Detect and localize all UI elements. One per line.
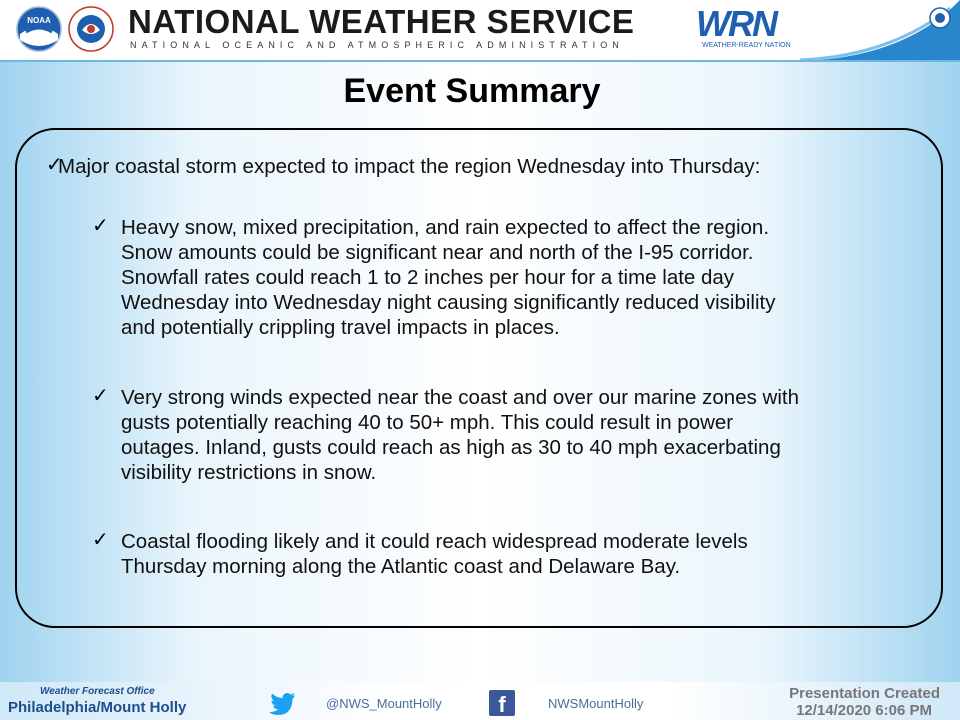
twitter-handle-link[interactable]: @NWS_MountHolly	[326, 696, 442, 711]
sub-bullet-flooding	[121, 529, 921, 579]
facebook-handle-link[interactable]: NWSMountHolly	[548, 696, 644, 711]
main-bullet-text: Major coastal storm expected to impact the region Wednesday into Thursday:	[58, 155, 761, 178]
bullet-line: visibility restrictions in snow.	[121, 461, 377, 484]
main-bullet	[58, 154, 918, 179]
agency-subtitle: NATIONAL OCEANIC AND ATMOSPHERIC ADMINISTRATION	[130, 40, 624, 50]
presentation-created-label: Presentation Created	[789, 685, 940, 702]
noaa-logo-text: NOAA	[27, 16, 51, 25]
slide-title: Event Summary	[343, 72, 601, 110]
check-icon: ✓	[92, 385, 109, 407]
bullet-line: Snowfall rates could reach 1 to 2 inches per hour for a time late day	[121, 266, 735, 289]
office-name: Philadelphia/Mount Holly	[8, 699, 187, 716]
header-swoosh-icon	[800, 0, 960, 60]
bullet-line: Wednesday into Wednesday night causing significantly reduced visibility	[121, 291, 776, 314]
bullet-line: Coastal flooding likely and it could reach widespread moderate levels	[121, 530, 748, 553]
wrn-logo-text: WRN	[696, 3, 776, 44]
presentation-date: 12/14/2020 6:06 PM	[796, 702, 932, 719]
sub-bullet-snow	[121, 215, 921, 340]
check-icon: ✓	[46, 154, 63, 176]
nws-logo-icon	[68, 6, 114, 52]
office-label: Weather Forecast Office	[40, 686, 155, 697]
bullet-line: Very strong winds expected near the coast and over our marine zones with	[121, 386, 800, 409]
facebook-icon[interactable]: f	[489, 690, 515, 716]
noaa-logo-icon	[16, 6, 62, 52]
agency-title: NATIONAL WEATHER SERVICE	[128, 3, 635, 40]
bullet-line: Heavy snow, mixed precipitation, and rain expected to affect the region.	[121, 216, 770, 239]
header-banner	[0, 0, 960, 62]
bullet-line: and potentially crippling travel impacts in places.	[121, 316, 560, 339]
check-icon: ✓	[92, 215, 109, 237]
weather-ready-nation-logo	[696, 3, 808, 52]
bullet-line: Snow amounts could be significant near and north of the I-95 corridor.	[121, 241, 754, 264]
footer-bar	[0, 682, 960, 720]
bullet-line: Thursday morning along the Atlantic coast and Delaware Bay.	[121, 555, 681, 578]
sub-bullet-wind	[121, 385, 921, 485]
bullet-line: outages. Inland, gusts could reach as high as 30 to 40 mph exacerbating	[121, 436, 781, 459]
check-icon: ✓	[92, 529, 109, 551]
bullet-line: gusts potentially reaching 40 to 50+ mph. This could result in power	[121, 411, 734, 434]
twitter-icon[interactable]	[268, 692, 296, 716]
wrn-tagline: WEATHER-READY NATION	[702, 42, 791, 49]
